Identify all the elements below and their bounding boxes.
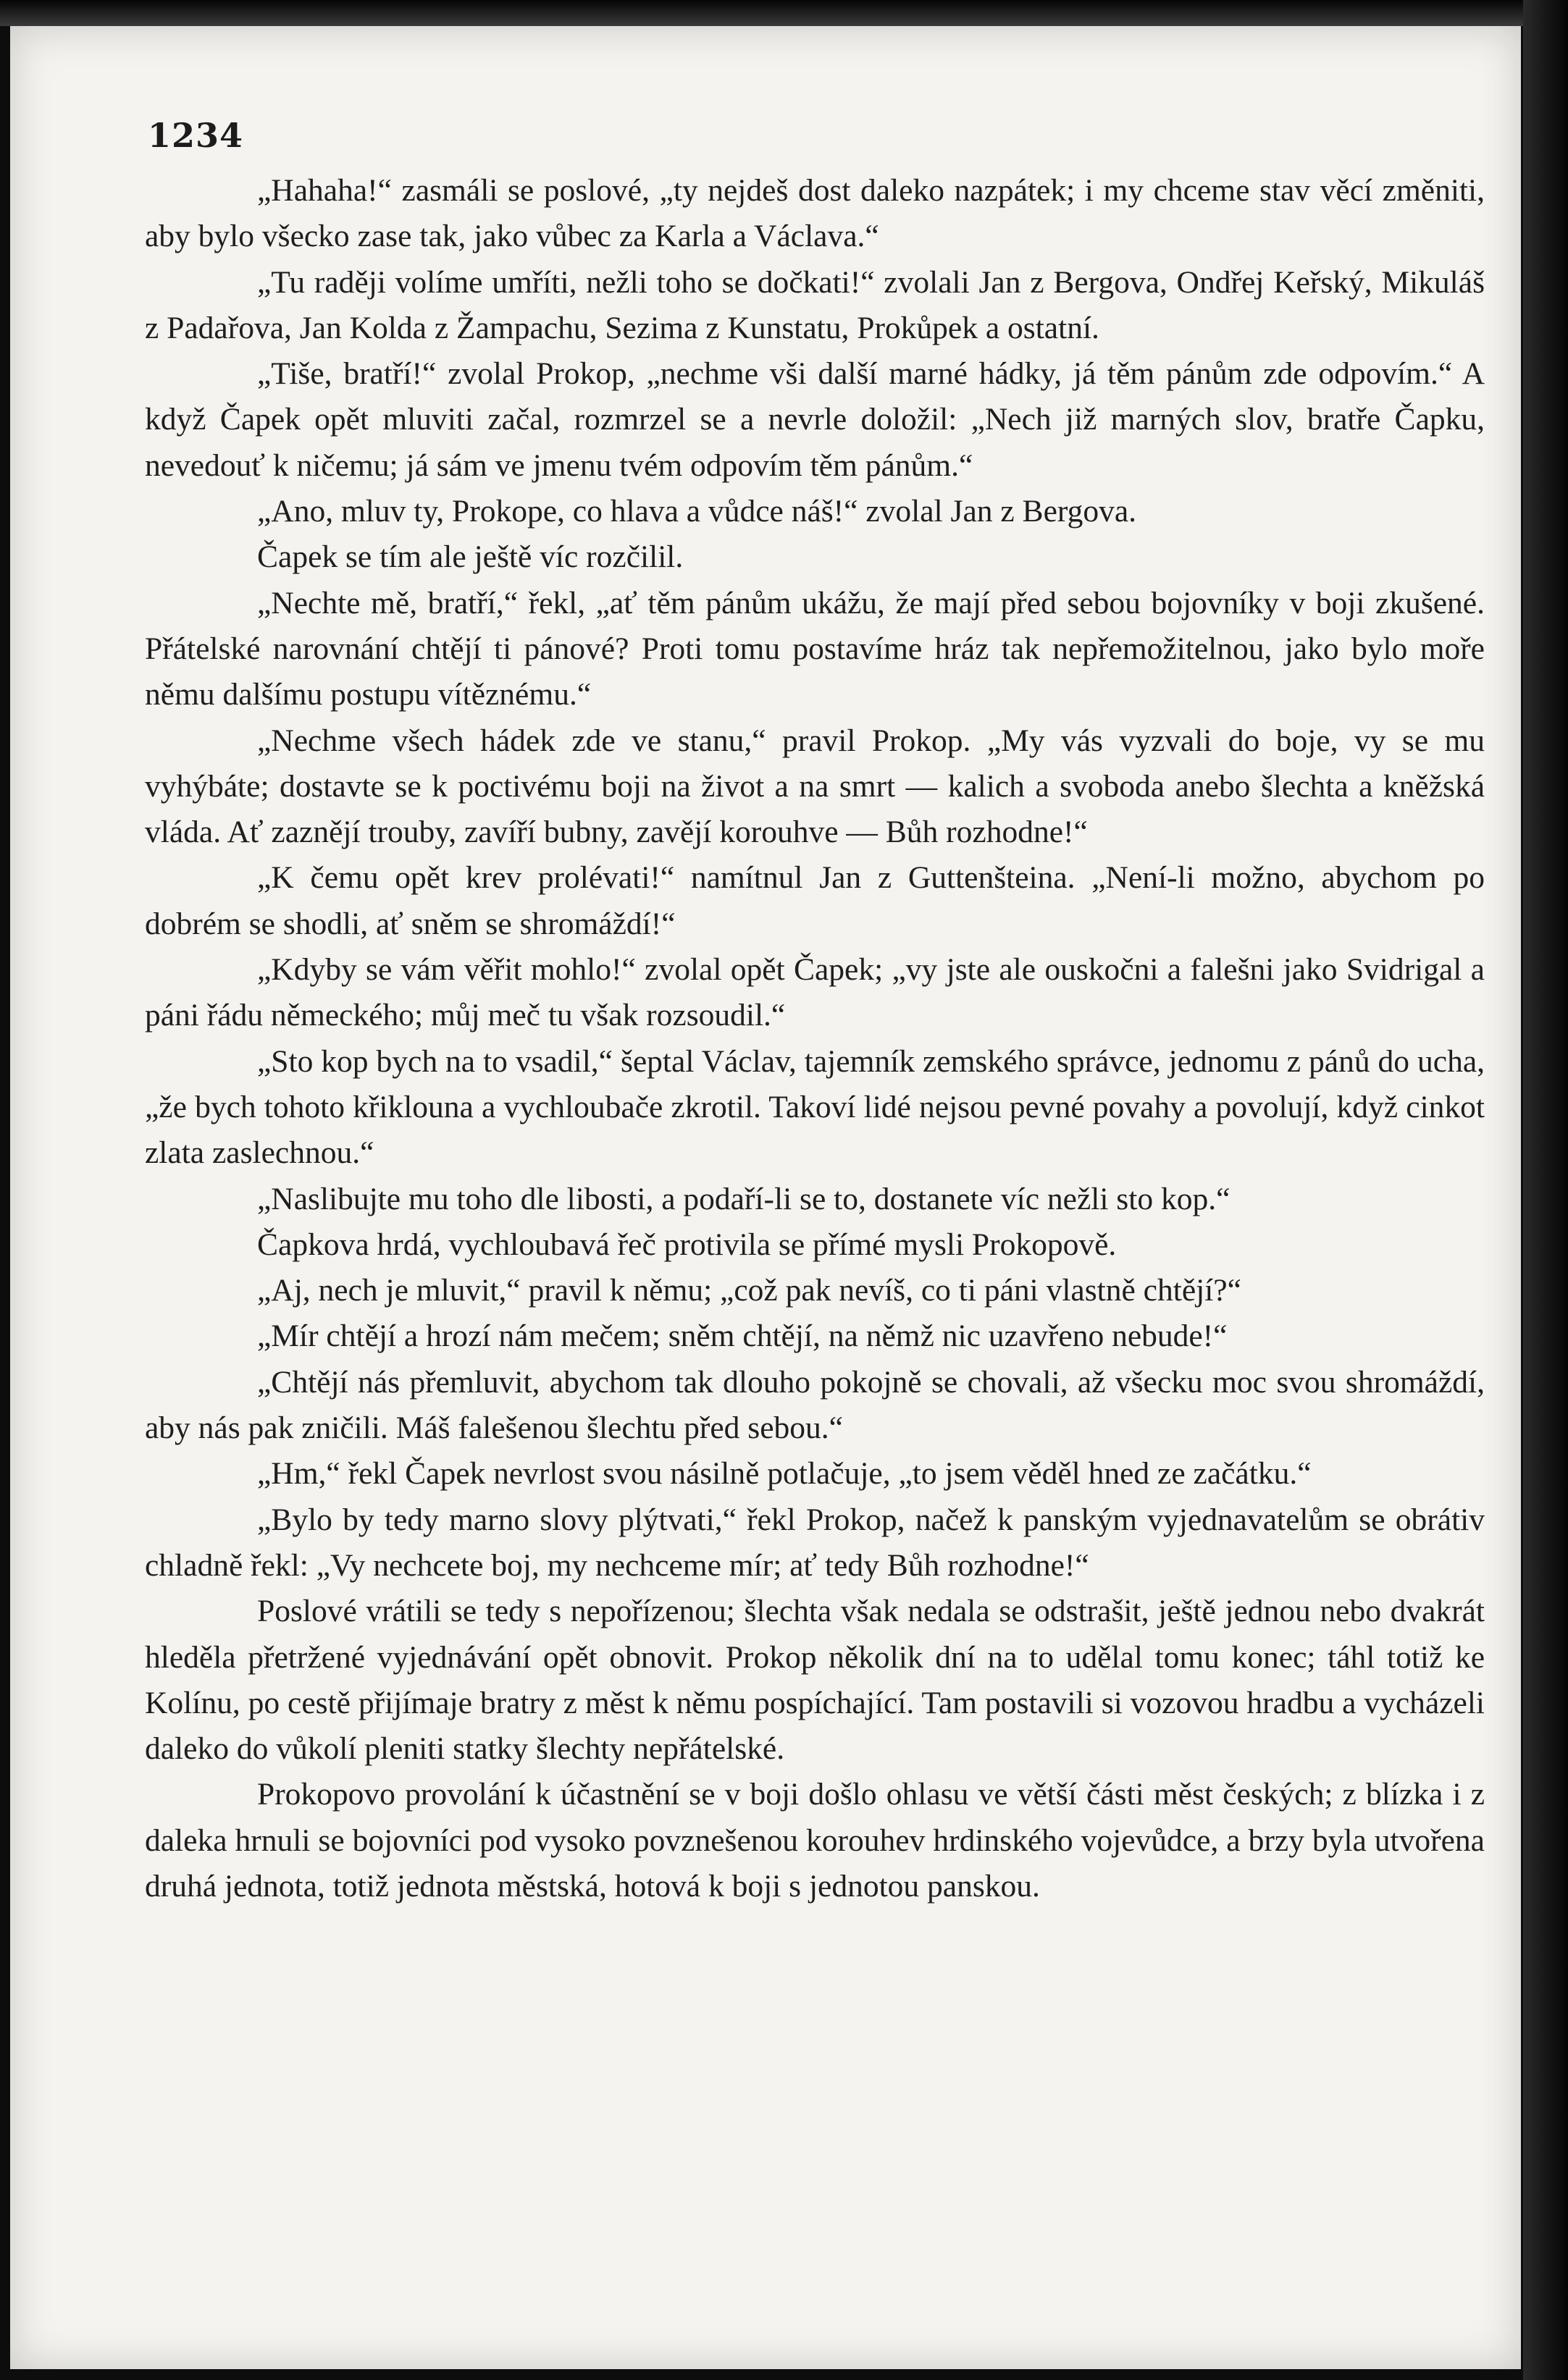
- paragraph: Poslové vrátili se tedy s nepořízenou; šlechta však nedala se odstrašit, ještě jednou nebo dvakrát hleděla přetržené vyjednávání opět obnovit. Prokop několik dní na to udělal tomu konec; táhl totiž ke Kolínu, po cestě přijímaje bratry z měst k němu pospíchající. Tam postavili si vozovou hradbu a vycházeli daleko do vůkolí pleniti statky šlechty nepřátelské.: [145, 1594, 1485, 1767]
- paragraph: „Kdyby se vám věřit mohlo!“ zvolal opět Čapek; „vy jste ale ouskočni a falešni jako Svidrigal a páni řádu německého; můj meč tu však rozsoudil.“: [145, 952, 1485, 1033]
- scan-top-edge: [0, 0, 1568, 26]
- paragraph: „Nechte mě, bratří,“ řekl, „ať těm pánům ukážu, že mají před sebou bojovníky v boji zkušené. Přátelské narovnání chtějí ti pánové? Proti tomu postavíme hráz tak nepřemožitelnou, jako bylo moře němu dalšímu postupu vítěznému.“: [145, 585, 1485, 712]
- scan-right-edge: [1523, 0, 1568, 2380]
- paragraph: „Chtějí nás přemluvit, abychom tak dlouho pokojně se chovali, až všecku moc svou shromáždí, aby nás pak zničili. Máš falešenou šlechtu před sebou.“: [145, 1364, 1485, 1446]
- paragraph: „Aj, nech je mluvit,“ pravil k němu; „což pak nevíš, co ti páni vlastně chtějí?“: [257, 1273, 1241, 1308]
- paragraph: „Mír chtějí a hrozí nám mečem; sněm chtějí, na němž nic uzavřeno nebude!“: [257, 1319, 1228, 1354]
- paragraph: „Ano, mluv ty, Prokope, co hlava a vůdce náš!“ zvolal Jan z Bergova.: [257, 494, 1137, 529]
- paragraph: „Tu raději volíme umříti, nežli toho se dočkati!“ zvolali Jan z Bergova, Ondřej Keřský, Mikuláš z Padařova, Jan Kolda z Žampachu, Sezima z Kunstatu, Prokůpek a ostatní.: [145, 264, 1485, 345]
- paragraph: Čapkova hrdá, vychloubavá řeč protivila se přímé mysli Prokopově.: [257, 1227, 1117, 1262]
- paragraph: „K čemu opět krev prolévati!“ namítnul Jan z Guttenšteina. „Není-li možno, abychom po dobrém se shodli, ať sněm se shromáždí!“: [145, 860, 1485, 941]
- paragraph: „Tiše, bratří!“ zvolal Prokop, „nechme vši další marné hádky, já těm pánům zde odpovím.“ A když Čapek opět mluviti začal, rozmrzel se a nevrle doložil: „Nech již marných slov, bratře Čapku, nevedouť k ničemu; já sám ve jmenu tvém odpovím těm pánům.“: [145, 356, 1485, 483]
- paragraph: „Naslibujte mu toho dle libosti, a podaří-li se to, dostanete víc nežli sto kop.“: [257, 1181, 1230, 1216]
- paragraph: Čapek se tím ale ještě víc rozčilil.: [257, 539, 684, 575]
- paragraph: „Bylo by tedy marno slovy plýtvati,“ řekl Prokop, načež k panským vyjednavatelům se obrátiv chladně řekl: „Vy nechcete boj, my nechceme mír; ať tedy Bůh rozhodne!“: [145, 1502, 1485, 1583]
- page-text-body: [145, 168, 1485, 1909]
- paragraph: „Hahaha!“ zasmáli se poslové, „ty nejdeš dost daleko nazpátek; i my chceme stav věcí změniti, aby bylo všecko zase tak, jako vůbec za Karla a Václava.“: [145, 173, 1485, 254]
- paragraph: „Nechme všech hádek zde ve stanu,“ pravil Prokop. „My vás vyzvali do boje, vy se mu vyhýbáte; dostavte se k poctivému boji na život a na smrt — kalich a svoboda anebo šlechta a kněžská vláda. Ať zaznějí trouby, zavíří bubny, zavějí korouhve — Bůh rozhodne!“: [145, 723, 1485, 850]
- page-number: 1234: [148, 116, 244, 155]
- paragraph: „Sto kop bych na to vsadil,“ šeptal Václav, tajemník zemského správce, jednomu z pánů do ucha, „že bych tohoto křiklouna a vychloubače zkrotil. Takoví lidé nejsou pevné povahy a povolují, když cinkot zlata zaslechnou.“: [145, 1043, 1485, 1171]
- paragraph: Prokopovo provolání k účastnění se v boji došlo ohlasu ve větší části měst českých; z blízka i z daleka hrnuli se bojovníci pod vysoko povznešenou korouhev hrdinského vojevůdce, a brzy byla utvořena druhá jednota, totiž jednota městská, hotová k boji s jednotou panskou.: [145, 1777, 1485, 1904]
- paragraph: „Hm,“ řekl Čapek nevrlost svou násilně potlačuje, „to jsem věděl hned ze začátku.“: [257, 1456, 1312, 1492]
